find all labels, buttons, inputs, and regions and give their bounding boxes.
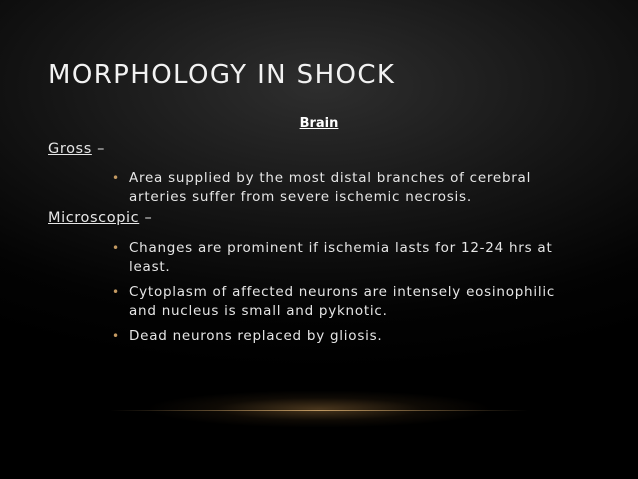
slide-subtitle — [0, 116, 638, 131]
list-item — [112, 283, 582, 321]
list-item — [112, 327, 582, 346]
bullet-icon: • — [112, 285, 120, 299]
section-heading-text: Microscopic — [48, 210, 140, 226]
bullet-text: Area supplied by the most distal branches of cerebral arteries suffer from severe ischemic necrosis. — [129, 170, 532, 205]
bullet-icon: • — [112, 241, 120, 255]
bullet-text: Cytoplasm of affected neurons are intensely eosinophilic and nucleus is small and pyknotic. — [129, 284, 556, 319]
bullet-list-microscopic — [112, 239, 582, 352]
decorative-glow-line — [110, 410, 528, 411]
section-heading-gross — [48, 141, 105, 157]
bullet-text: Dead neurons replaced by gliosis. — [129, 328, 383, 344]
section-heading-suffix: – — [139, 210, 153, 226]
section-heading-microscopic — [48, 210, 152, 226]
slide-title: MORPHOLOGY IN SHOCK — [48, 60, 396, 90]
bullet-list-gross — [112, 169, 582, 213]
bullet-icon: • — [112, 171, 120, 185]
bullet-icon: • — [112, 329, 120, 343]
list-item — [112, 239, 582, 277]
decorative-glow — [90, 384, 548, 434]
bullet-text: Changes are prominent if ischemia lasts for 12-24 hrs at least. — [129, 240, 553, 275]
list-item — [112, 169, 582, 207]
section-heading-suffix: – — [91, 141, 105, 157]
section-heading-text: Gross — [48, 141, 92, 157]
subtitle-text: Brain — [299, 116, 339, 131]
